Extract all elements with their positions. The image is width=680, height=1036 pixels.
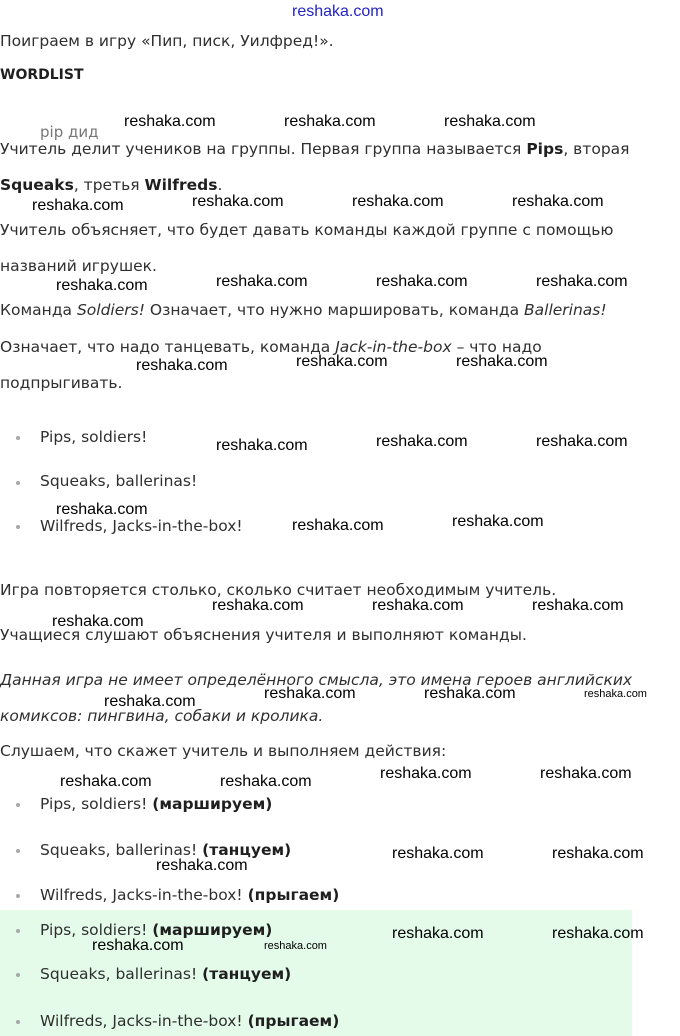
- watermark: reshaka.com: [392, 845, 484, 862]
- bullet-icon: [16, 849, 20, 853]
- watermark: reshaka.com: [380, 765, 472, 782]
- watermark: reshaka.com: [56, 501, 148, 518]
- watermark: reshaka.com: [452, 513, 544, 530]
- paragraph-commands-line1: Учитель объясняет, что будет давать команды каждой группе с помощью: [0, 221, 614, 239]
- watermark: reshaka.com: [124, 113, 216, 130]
- watermark: reshaka.com: [352, 193, 444, 210]
- watermark: reshaka.com: [540, 765, 632, 782]
- watermark: reshaka.com: [372, 597, 464, 614]
- bullet-icon: [16, 481, 20, 485]
- paragraph-meaning-line3: подпрыгивать.: [0, 374, 123, 392]
- paragraph-commands-line2: названий игрушек.: [0, 257, 157, 275]
- watermark: reshaka.com: [56, 277, 148, 294]
- bullet-icon: [16, 929, 20, 933]
- bullet-icon: [16, 436, 20, 440]
- paragraph-listen: Слушаем, что скажет учитель и выполняем действия:: [0, 742, 447, 760]
- note-line2: комиксов: пингвина, собаки и кролика.: [0, 707, 324, 725]
- watermark: reshaka.com: [216, 437, 308, 454]
- watermark: reshaka.com: [536, 273, 628, 290]
- watermark: reshaka.com: [532, 597, 624, 614]
- watermark: reshaka.com: [32, 197, 124, 214]
- watermark: reshaka.com: [552, 925, 644, 942]
- bullet-icon: [16, 894, 20, 898]
- watermark: reshaka.com: [376, 433, 468, 450]
- watermark: reshaka.com: [292, 517, 384, 534]
- watermark: reshaka.com: [192, 193, 284, 210]
- bullet-icon: [16, 803, 20, 807]
- bullet-icon: [16, 973, 20, 977]
- paragraph-meaning-line1: Команда Soldiers! Означает, что нужно маршировать, команда Ballerinas!: [0, 301, 607, 319]
- watermark: reshaka.com: [456, 353, 548, 370]
- watermark: reshaka.com: [376, 273, 468, 290]
- watermark: reshaka.com: [284, 113, 376, 130]
- wordlist-partial-row: pip дид: [40, 123, 99, 141]
- watermark: reshaka.com: [552, 845, 644, 862]
- watermark: reshaka.com: [264, 940, 327, 952]
- list-item-action: Pips, soldiers! (маршируем): [40, 795, 273, 813]
- paragraph-repeat: Игра повторяется столько, сколько считает необходимым учитель.: [0, 581, 557, 599]
- note-line1: Данная игра не имеет определённого смысла, это имена героев английских: [0, 671, 633, 689]
- list-item-action: Wilfreds, Jacks-in-the-box! (прыгаем): [40, 886, 340, 904]
- wordlist-heading: WORDLIST: [0, 67, 84, 83]
- list-item-command: Squeaks, ballerinas!: [40, 472, 198, 490]
- watermark: reshaka.com: [584, 688, 647, 700]
- watermark: reshaka.com: [136, 357, 228, 374]
- bullet-icon: [16, 1020, 20, 1024]
- watermark: reshaka.com: [392, 925, 484, 942]
- watermark: reshaka.com: [296, 353, 388, 370]
- watermark: reshaka.com: [60, 773, 152, 790]
- watermark: reshaka.com: [216, 273, 308, 290]
- watermark: reshaka.com: [104, 693, 196, 710]
- paragraph-students: Учащиеся слушают объяснения учителя и выполняют команды.: [0, 626, 527, 644]
- paragraph-groups-line2: Squeaks, третья Wilfreds.: [0, 176, 223, 194]
- bullet-icon: [16, 525, 20, 529]
- list-item-action-highlighted: Pips, soldiers! (маршируем): [40, 921, 273, 939]
- list-item-action: Squeaks, ballerinas! (танцуем): [40, 841, 292, 859]
- watermark: reshaka.com: [512, 193, 604, 210]
- paragraph-groups-line1: Учитель делит учеников на группы. Первая группа называется Pips, вторая: [0, 140, 630, 158]
- watermark: reshaka.com: [220, 773, 312, 790]
- watermark: reshaka.com: [212, 597, 304, 614]
- list-item-action-highlighted: Wilfreds, Jacks-in-the-box! (прыгаем): [40, 1012, 340, 1030]
- list-item-action-highlighted: Squeaks, ballerinas! (танцуем): [40, 965, 292, 983]
- watermark: reshaka.com: [292, 3, 384, 20]
- watermark: reshaka.com: [52, 613, 144, 630]
- watermark: reshaka.com: [424, 685, 516, 702]
- list-item-command: Wilfreds, Jacks-in-the-box!: [40, 517, 243, 535]
- list-item-command: Pips, soldiers!: [40, 428, 148, 446]
- watermark: reshaka.com: [264, 685, 356, 702]
- watermark: reshaka.com: [536, 433, 628, 450]
- watermark: reshaka.com: [444, 113, 536, 130]
- intro-text: Поиграем в игру «Пип, писк, Уилфред!».: [0, 32, 334, 50]
- watermark: reshaka.com: [156, 857, 248, 874]
- watermark: reshaka.com: [92, 937, 184, 954]
- paragraph-meaning-line2: Означает, что надо танцевать, команда Jack-in-the-box – что надо: [0, 338, 542, 356]
